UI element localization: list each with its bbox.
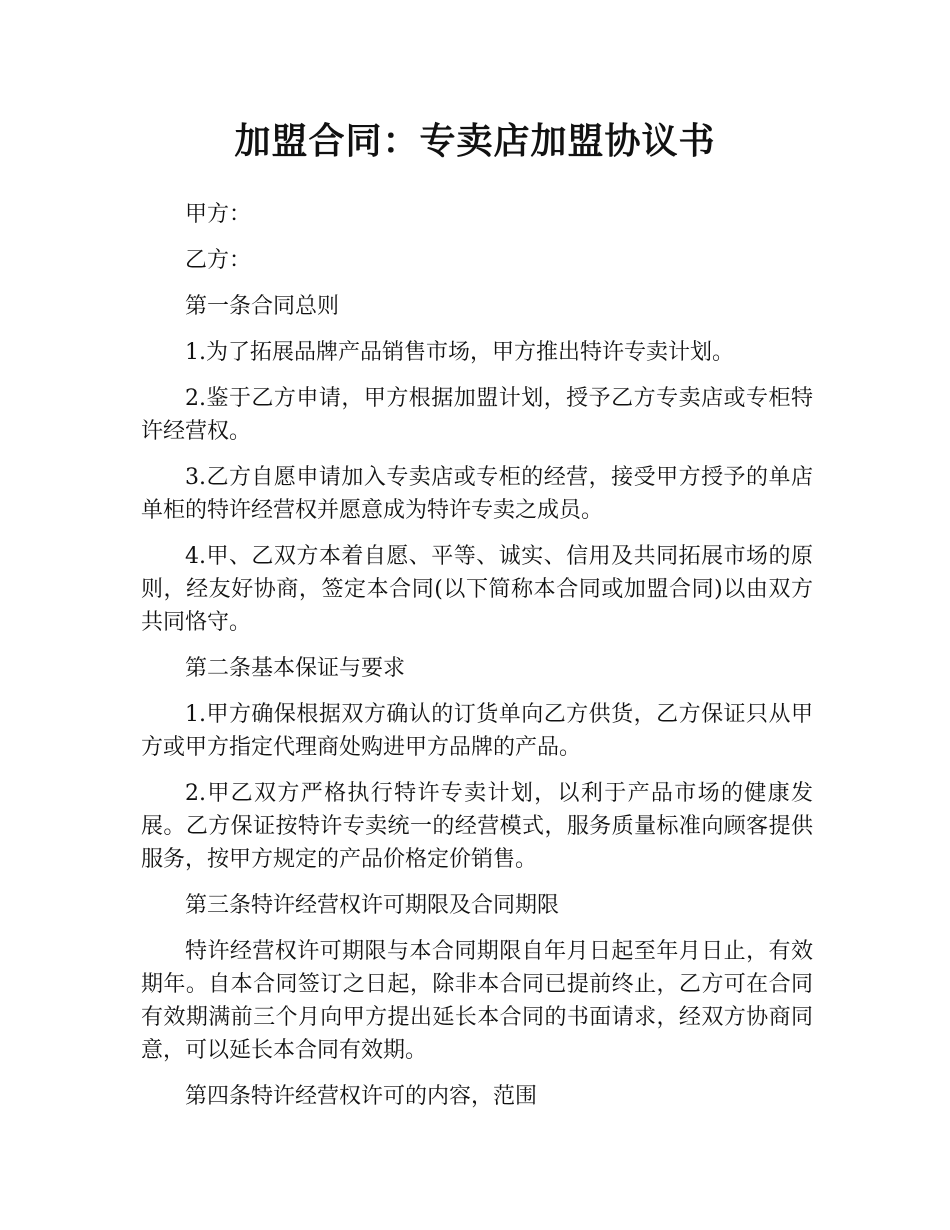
party-a-line: 甲方： [185,202,252,227]
article-4-heading: 第四条特许经营权许可的内容，范围 [185,1084,538,1109]
article-1-clause-2: 2.鉴于乙方申请，甲方根据加盟计划，授予乙方专卖店或专柜特许经营权。 [141,386,813,444]
article-1-heading: 第一条合同总则 [185,294,340,319]
article-3-heading: 第三条特许经营权许可期限及合同期限 [185,893,560,918]
article-1-clause-1: 1.为了拓展品牌产品销售市场，甲方推出特许专卖计划。 [185,340,734,365]
party-b-line: 乙方： [185,248,252,273]
document-body [141,198,813,1126]
document-title: 加盟合同：专卖店加盟协议书 [234,121,716,162]
article-3-body: 特许经营权许可期限与本合同期限自年月日起至年月日止，有效期年。自本合同签订之日起，除非本合同已提前终止，乙方可在合同有效期满前三个月向甲方提出延长本合同的书面请求，经双方协商同意，可以延长本合同有效期。 [141,939,813,1063]
article-2-heading: 第二条基本保证与要求 [185,656,406,681]
article-2-clause-2: 2.甲乙双方严格执行特许专卖计划，以利于产品市场的健康发展。乙方保证按特许专卖统一的经营模式，服务质量标准向顾客提供服务，按甲方规定的产品价格定价销售。 [141,781,813,872]
article-1-clause-4: 4.甲、乙双方本着自愿、平等、诚实、信用及共同拓展市场的原则，经友好协商，签定本合同(以下简称本合同或加盟合同)以由双方共同恪守。 [141,544,813,635]
article-1-clause-3: 3.乙方自愿申请加入专卖店或专柜的经营，接受甲方授予的单店单柜的特许经营权并愿意成为特许专卖之成员。 [141,465,813,523]
article-2-clause-1: 1.甲方确保根据双方确认的订货单向乙方供货，乙方保证只从甲方或甲方指定代理商处购进甲方品牌的产品。 [141,702,813,760]
